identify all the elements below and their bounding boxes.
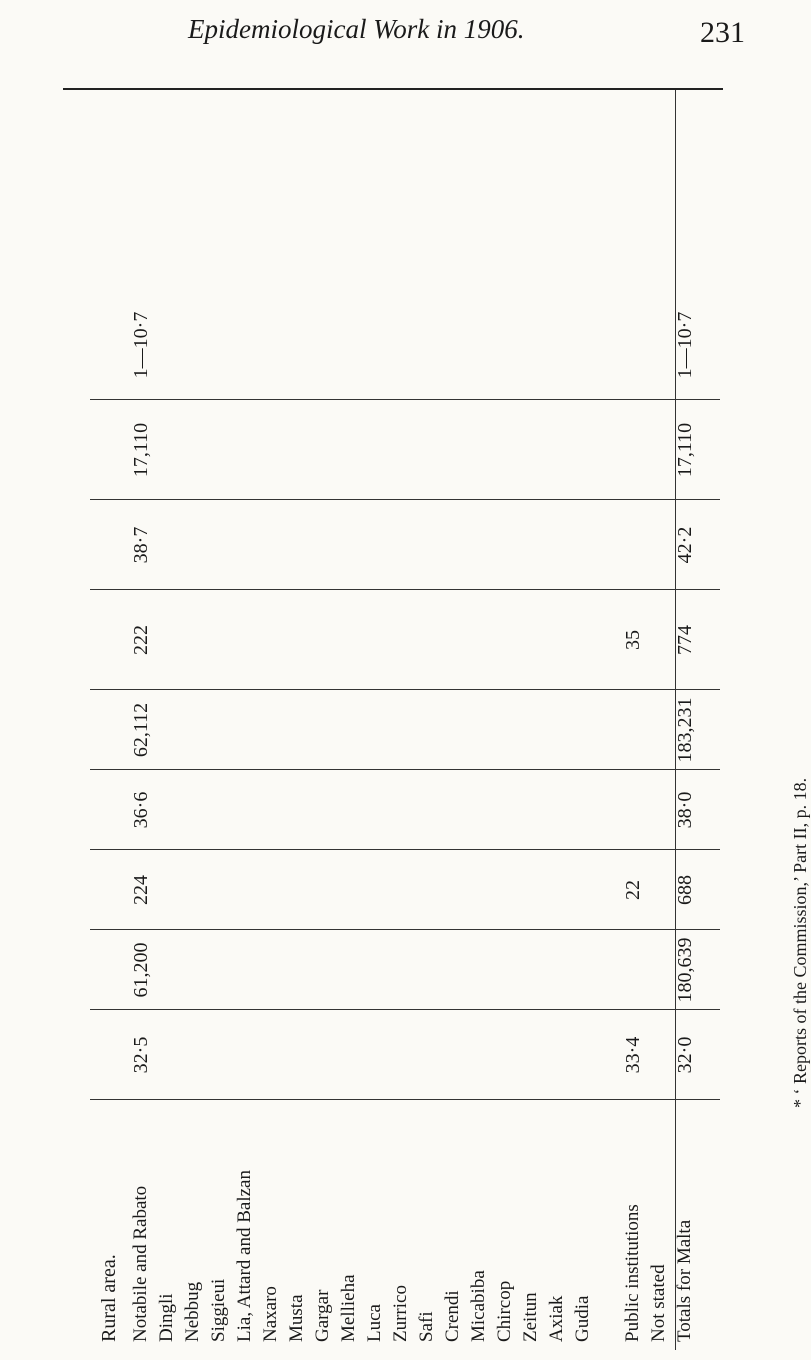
row-label: Public institutions [622, 1204, 643, 1342]
table-cell: 222 [130, 625, 152, 655]
statistics-table [90, 90, 720, 1350]
table-cell: 183,231 [674, 697, 696, 763]
table-cell: 22 [622, 880, 644, 900]
section-heading: Rural area. [98, 1254, 120, 1342]
table-cell: 62,112 [130, 702, 152, 758]
table-cell: 1—10·7 [674, 311, 696, 379]
table-cell: 33·4 [622, 1036, 644, 1074]
row-label: Gudia [572, 1295, 593, 1342]
table-cell: 32·0 [674, 1036, 696, 1074]
running-head [0, 0, 801, 80]
column-rule [90, 1099, 720, 1100]
column-rule [90, 929, 720, 930]
row-label: Mellieha [338, 1274, 359, 1342]
table-cell: 17,110 [130, 422, 152, 478]
running-title: Epidemiological Work in 1906. [188, 14, 525, 44]
row-label: Safi [416, 1311, 437, 1342]
table-cell: 1—10·7 [130, 311, 152, 379]
table-cell: 32·5 [130, 1036, 152, 1074]
row-label: Chircop [494, 1280, 515, 1342]
column-rule [90, 499, 720, 500]
column-rule [90, 689, 720, 690]
row-label: Crendi [442, 1290, 463, 1342]
row-label: Musta [286, 1294, 307, 1342]
row-label: Totals for Malta [674, 1219, 695, 1342]
column-rule [90, 769, 720, 770]
table-cell: 17,110 [674, 422, 696, 478]
column-rule [90, 399, 720, 400]
row-label: Gargar [312, 1289, 333, 1342]
column-rule [90, 849, 720, 850]
table-cell: 36·6 [130, 791, 152, 829]
page-number: 231 [700, 16, 745, 49]
column-rule [90, 589, 720, 590]
column-rule [90, 1009, 720, 1010]
row-label: Siggieui [208, 1278, 229, 1342]
table-cell: 42·2 [674, 526, 696, 564]
row-label: Dingli [156, 1293, 177, 1342]
row-label: Notabile and Rabato [130, 1185, 151, 1342]
row-label: Micabiba [468, 1270, 489, 1342]
row-rule [675, 90, 676, 1350]
table-cell: 224 [130, 875, 152, 905]
row-label: Luca [364, 1304, 385, 1342]
row-label: Naxaro [260, 1286, 281, 1342]
table-cell: 38·7 [130, 526, 152, 564]
row-label: Lia, Attard and Balzan [234, 1170, 255, 1342]
row-label: Axiak [546, 1295, 567, 1342]
table-cell: 61,200 [130, 942, 152, 998]
table-cell: 35 [622, 630, 644, 650]
row-label: Nebbug [182, 1281, 203, 1342]
row-label: Zurrico [390, 1285, 411, 1342]
table-cell: 180,639 [674, 937, 696, 1003]
row-label: Not stated [648, 1264, 669, 1342]
footnote: * ‘ Reports of the Commission,’ Part II, p. 18. [790, 777, 810, 1108]
table-cell: 688 [674, 875, 696, 905]
table-cell: 38·0 [674, 791, 696, 829]
table-cell: 774 [674, 625, 696, 655]
row-label: Zeitun [520, 1292, 541, 1342]
